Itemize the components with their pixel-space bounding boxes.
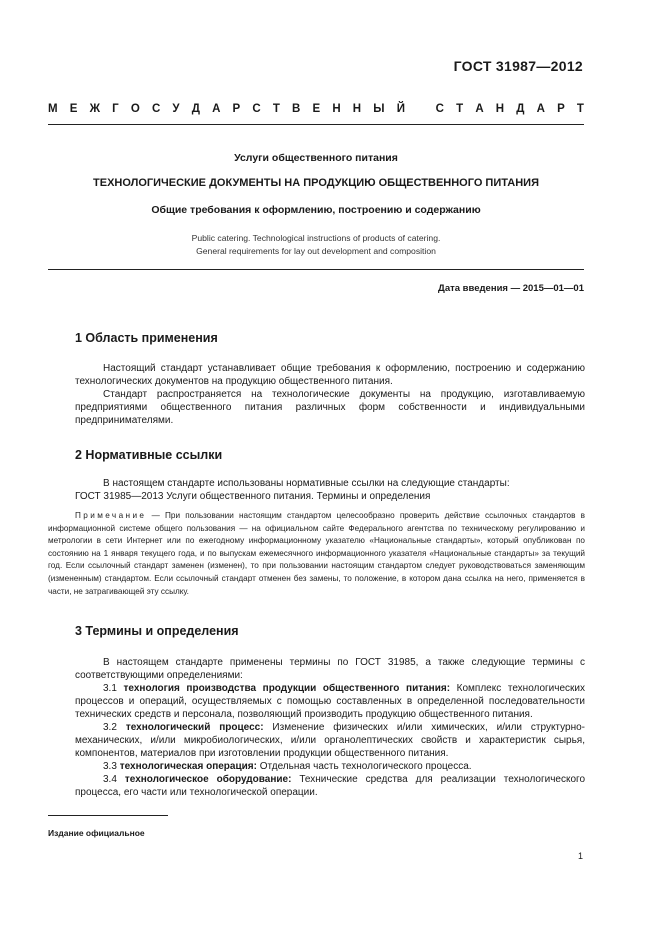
title-letter: Е [312, 103, 321, 115]
term-number: 3.3 [103, 761, 117, 772]
title-letter: А [536, 103, 545, 115]
term-item [75, 682, 585, 721]
title-letter: Р [557, 103, 565, 115]
title-letter: Е [69, 103, 78, 115]
section-2-body [75, 477, 585, 503]
section-3-body [75, 656, 585, 799]
section-1-paragraph: Стандарт распространяется на технологические документы на продукцию, изготавливаемую предприятиями общественного питания различных форм собственности и индивидуальными предпринимателями. [75, 389, 585, 426]
section-2-paragraph: В настоящем стандарте использованы нормативные ссылки на следующие стандарты: [103, 478, 510, 489]
note-lead: Примечание [75, 511, 147, 520]
term-name: технология производства продукции общественного питания: [123, 683, 451, 694]
footer-rule [48, 815, 168, 816]
title-letter: А [212, 103, 221, 115]
category-title: Услуги общественного питания [234, 152, 398, 164]
page-number: 1 [577, 851, 583, 861]
title-letter: Р [232, 103, 241, 115]
intro-date: Дата введения — 2015—01—01 [438, 283, 584, 294]
term-number: 3.1 [103, 683, 117, 694]
title-letter: С [151, 103, 161, 115]
title-letter: Ы [373, 103, 385, 115]
title-letter: Н [495, 103, 505, 115]
subtitle: Общие требования к оформлению, построению и содержанию [151, 204, 481, 216]
title-letter: Д [516, 103, 525, 115]
section-1-heading: 1 Область применения [75, 331, 218, 345]
english-title-line2: General requirements for lay out development and composition [196, 246, 436, 256]
term-name: технологическая операция: [119, 761, 257, 772]
term-definition: Технические средства для реализации технологического процесса, его части или технологической операции. [75, 774, 586, 798]
english-title [48, 232, 584, 258]
section-3-intro: В настоящем стандарте применены термины по ГОСТ 31985, а также следующие термины с соответствующими определениями: [75, 657, 585, 681]
normative-reference: ГОСТ 31985—2013 Услуги общественного питания. Термины и определения [75, 491, 431, 502]
title-letter: У [172, 103, 180, 115]
title-letter: В [292, 103, 301, 115]
standard-type-title [48, 103, 584, 115]
section-1-body [75, 362, 585, 427]
main-title: ТЕХНОЛОГИЧЕСКИЕ ДОКУМЕНТЫ НА ПРОДУКЦИЮ ОБЩЕСТВЕННОГО ПИТАНИЯ [93, 177, 539, 189]
title-letter: Ж [89, 103, 100, 115]
title-letter: Т [456, 103, 464, 115]
title-gap [417, 103, 423, 115]
title-letter: Т [272, 103, 280, 115]
term-definition: Изменение физических и/или химических, и/или структурно-механических, и/или микробиологических, и/или органолептических свойств и характеристик сырья, компонентов, материалов при изготовлении продукции общественного питания. [75, 722, 585, 759]
term-name: технологический процесс: [125, 722, 264, 733]
term-definition: Отдельная часть технологического процесса. [256, 761, 472, 772]
term-item [75, 773, 585, 799]
title-letter: С [435, 103, 444, 115]
title-letter: Г [112, 103, 119, 115]
title-letter: С [252, 103, 261, 115]
section-3-heading: 3 Термины и определения [75, 624, 239, 638]
title-letter: О [130, 103, 140, 115]
title-letter: Д [191, 103, 200, 115]
title-letter: Н [352, 103, 362, 115]
gost-code: ГОСТ 31987—2012 [453, 58, 583, 74]
title-letter: М [48, 103, 58, 115]
note-block [48, 510, 585, 598]
term-item [75, 760, 585, 773]
title-letter: Й [396, 103, 405, 115]
section-1-paragraph: Настоящий стандарт устанавливает общие требования к оформлению, построению и содержанию технологических документов на продукцию общественного питания. [75, 363, 585, 387]
term-definition: Комплекс технологических процессов и операций, осуществляемых с помощью составленных в определенной последовательности технических средств и персонала, позволяющий производить продукцию общественного питания. [75, 683, 586, 720]
note-text: — При пользовании настоящим стандартом целесообразно проверить действие ссылочных стандартов в информационной системе общего пользования — на официальном сайте Федерального агентства по техническому регулированию и метрологии в сети Интернет или по ежегодному информационному указателю «Национальные стандарты», который опубликован по состоянию на 1 января текущего года, и по выпускам ежемесячного информационного указателя «Национальные стандарты» за текущий год. Если ссылочный стандарт заменен (изменен), то при пользовании настоящим стандартом следует руководствоваться заменяющим (измененным) стандартом. Если ссылочный стандарт отменен без замены, то положение, в котором дана ссылка на него, применяется в части, не затрагивающей эту ссылку. [48, 511, 585, 596]
title-letter: А [475, 103, 484, 115]
title-rule [48, 269, 584, 270]
term-number: 3.2 [103, 722, 117, 733]
section-2-heading: 2 Нормативные ссылки [75, 448, 223, 462]
title-letter: Т [576, 103, 584, 115]
header-rule [48, 124, 584, 125]
term-number: 3.4 [103, 774, 117, 785]
term-name: технологическое оборудование: [124, 774, 292, 785]
title-letter: Н [332, 103, 341, 115]
english-title-line1: Public catering. Technological instructions of products of catering. [191, 233, 441, 243]
term-item [75, 721, 585, 760]
edition-label: Издание официальное [48, 828, 145, 838]
